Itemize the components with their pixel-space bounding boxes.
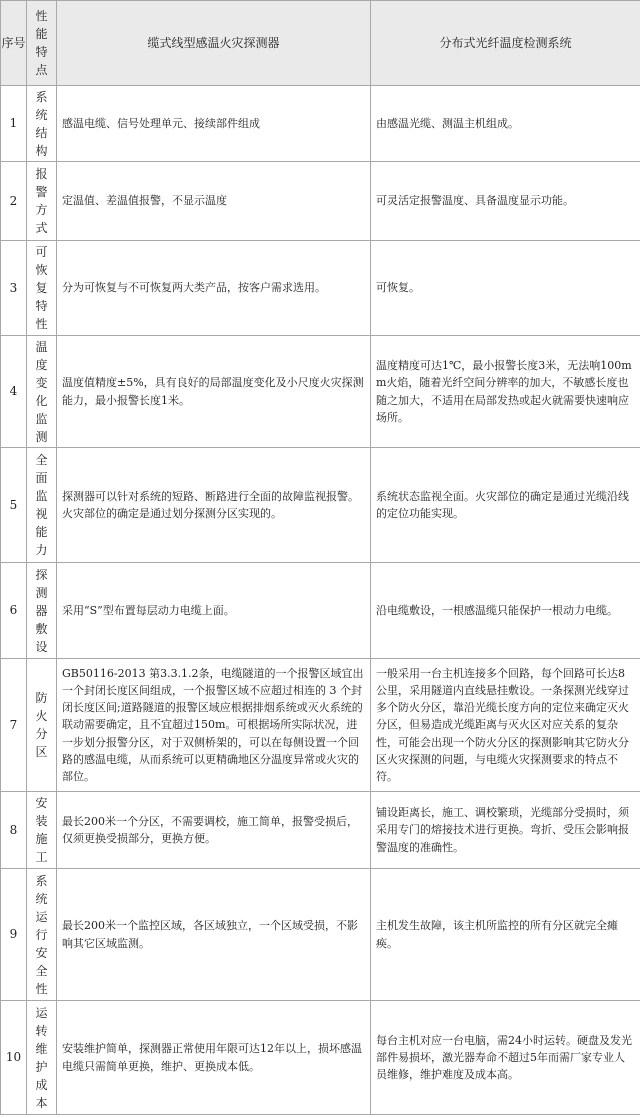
row-number: 7 <box>1 659 27 792</box>
row-number: 5 <box>1 448 27 563</box>
row-feature: 防火分区 <box>27 659 57 792</box>
table-row <box>1 162 640 241</box>
fiber-cell: 可灵活定报警温度、具备温度显示功能。 <box>371 162 640 241</box>
row-number: 3 <box>1 241 27 336</box>
row-number: 6 <box>1 563 27 659</box>
row-number: 1 <box>1 86 27 162</box>
fiber-cell: 一般采用一台主机连接多个回路，每个回路可长达8公里，采用隧道内直线悬挂敷设。一条探测光线穿过多个防火分区，靠沿光缆长度方向的定位来确定灭火分区，但易造成光缆距离与灭火区对应关系的复杂性，可能会出现一个防火分区的探测影响其它防火分区火灾探测的问题，与电缆火灾探测要求的特点不符。 <box>371 659 640 792</box>
table-row <box>1 448 640 563</box>
fiber-cell: 铺设距离长，施工、调校繁琐，光缆部分受损时，须采用专门的熔接技术进行更换。弯折、受压会影响报警温度的准确性。 <box>371 792 640 869</box>
fiber-cell: 温度精度可达1℃，最小报警长度3米，无法响100mm火焰，随着光纤空间分辨率的加大，不敏感长度也随之加大，不适用在局部发热或起火就需要快速响应场所。 <box>371 336 640 448</box>
row-feature: 系统运行安全性 <box>27 869 57 1001</box>
row-feature: 报警方式 <box>27 162 57 241</box>
table-row <box>1 241 640 336</box>
table-row <box>1 1001 640 1115</box>
row-feature: 探测器敷设 <box>27 563 57 659</box>
row-number: 2 <box>1 162 27 241</box>
table-header-row <box>1 1 640 86</box>
fiber-cell: 沿电缆敷设，一根感温缆只能保护一根动力电缆。 <box>371 563 640 659</box>
row-number: 9 <box>1 869 27 1001</box>
cable-cell: 定温值、差温值报警，不显示温度 <box>57 162 371 241</box>
table-row <box>1 86 640 162</box>
row-feature: 系统结构 <box>27 86 57 162</box>
row-feature: 可恢复特性 <box>27 241 57 336</box>
cable-cell: 感温电缆、信号处理单元、接续部件组成 <box>57 86 371 162</box>
cable-cell: 安装维护简单，探测器正常使用年限可达12年以上，损坏感温电缆只需简单更换，维护、更换成本低。 <box>57 1001 371 1115</box>
cable-cell: GB50116-2013 第3.3.1.2条，电缆隧道的一个报警区域宜出一个封闭长度区间组成，一个报警区域不应超过相连的 3 个封闭长度区间;道路隧道的报警区域应根据排烟系统或灭火系统的联动需要确定，且不宜超过150m。可根据场所实际状况，进一步划分报警分区，对于双侧桥架的，可以在每侧设置一个回路的感温电缆，从而系统可以更精确地区分温度异常或火灾的部位。 <box>57 659 371 792</box>
fiber-cell: 系统状态监视全面。火灾部位的确定是通过光缆沿线的定位功能实现。 <box>371 448 640 563</box>
row-number: 8 <box>1 792 27 869</box>
header-fiber-system: 分布式光纤温度检测系统 <box>371 1 640 86</box>
row-feature: 全面监视能力 <box>27 448 57 563</box>
table-row <box>1 869 640 1001</box>
row-number: 4 <box>1 336 27 448</box>
header-feature: 性能特点 <box>27 1 57 86</box>
cable-cell: 最长200米一个监控区域，各区域独立，一个区域受损，不影响其它区域监测。 <box>57 869 371 1001</box>
table-row <box>1 792 640 869</box>
cable-cell: 温度值精度±5%，具有良好的局部温度变化及小尺度火灾探测能力，最小报警长度1米。 <box>57 336 371 448</box>
fiber-cell: 由感温光缆、测温主机组成。 <box>371 86 640 162</box>
row-feature: 运转维护成本 <box>27 1001 57 1115</box>
fiber-cell: 可恢复。 <box>371 241 640 336</box>
table-row <box>1 336 640 448</box>
header-no: 序号 <box>1 1 27 86</box>
cable-cell: 分为可恢复与不可恢复两大类产品，按客户需求选用。 <box>57 241 371 336</box>
fiber-cell: 每台主机对应一台电脑，需24小时运转。硬盘及发光部件易损坏，激光器寿命不超过5年而需厂家专业人员维修，维护难度及成本高。 <box>371 1001 640 1115</box>
cable-cell: 采用“S”型布置每层动力电缆上面。 <box>57 563 371 659</box>
row-feature: 安装施工 <box>27 792 57 869</box>
row-feature: 温度变化监测 <box>27 336 57 448</box>
table-row <box>1 659 640 792</box>
fiber-cell: 主机发生故障，该主机所监控的所有分区就完全瘫痪。 <box>371 869 640 1001</box>
row-number: 10 <box>1 1001 27 1115</box>
cable-cell: 探测器可以针对系统的短路、断路进行全面的故障监视报警。火灾部位的确定是通过划分探测分区实现的。 <box>57 448 371 563</box>
cable-cell: 最长200米一个分区，不需要调校，施工简单，报警受损后，仅须更换受损部分，更换方便。 <box>57 792 371 869</box>
table-row <box>1 563 640 659</box>
header-cable-detector: 缆式线型感温火灾探测器 <box>57 1 371 86</box>
